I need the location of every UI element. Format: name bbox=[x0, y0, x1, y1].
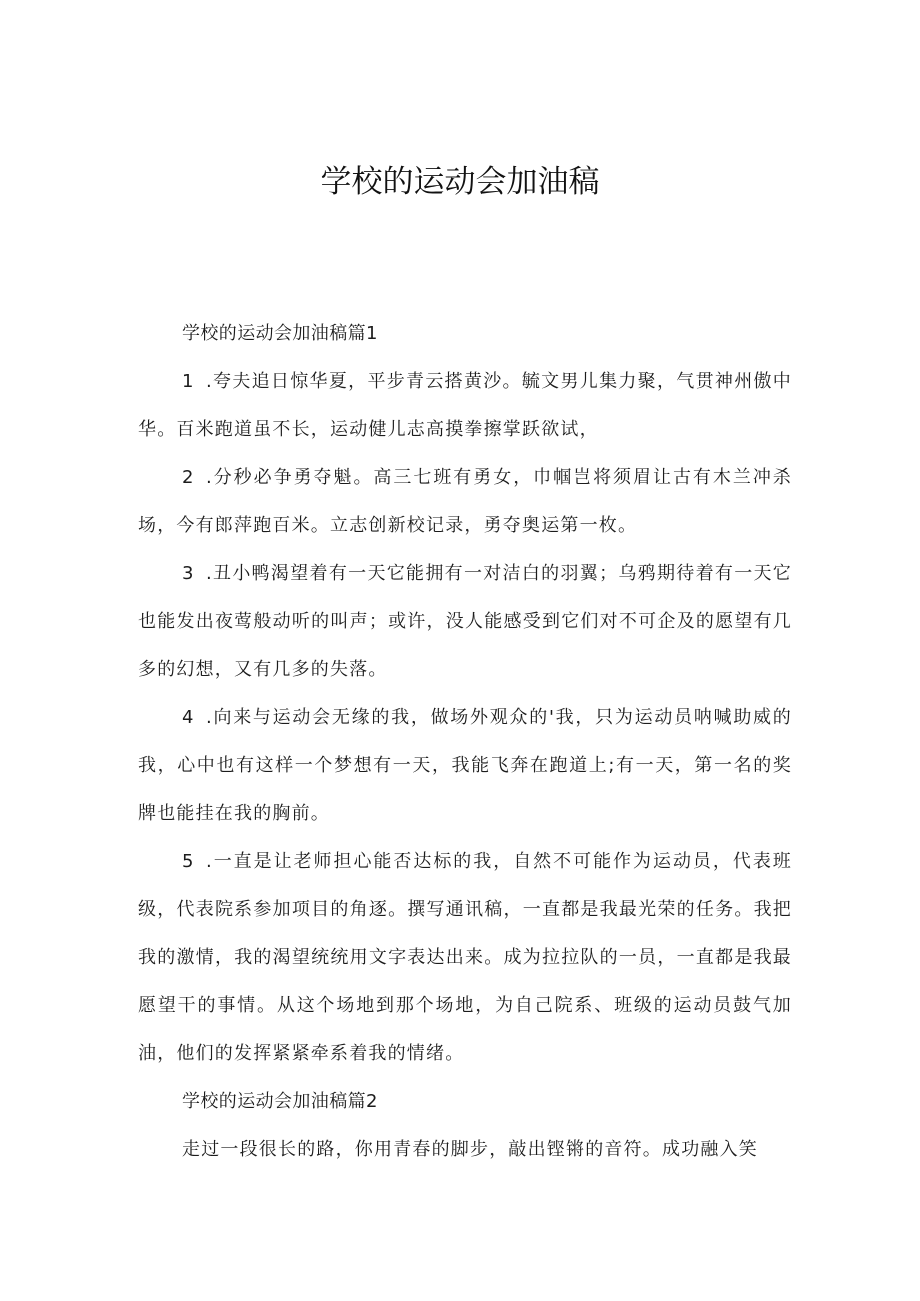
list-item bbox=[138, 694, 792, 838]
item-number: 1 bbox=[182, 371, 195, 392]
document-title: 学校的运动会加油稿 bbox=[320, 164, 600, 200]
list-item bbox=[138, 358, 792, 454]
item-number: 5 bbox=[182, 851, 195, 872]
section-heading-2: 学校的运动会加油稿篇2 bbox=[182, 1091, 378, 1112]
section2-paragraph: 走过一段很长的路，你用青春的脚步，敲出铿锵的音符。成功融入笑 bbox=[182, 1139, 758, 1160]
list-item bbox=[138, 550, 792, 694]
item-text: .一直是让老师担心能否达标的我，自然不可能作为运动员，代表班级，代表院系参加项目的角逐。撰写通讯稿，一直都是我最光荣的任务。我把我的激情，我的渴望统统用文字表达出来。成为拉拉队的一员，一直都是我最愿望干的事情。从这个场地到那个场地，为自己院系、班级的运动员鼓气加油，他们的发挥紧紧牵系着我的情绪。 bbox=[138, 851, 792, 1064]
item-text: .丑小鸭渴望着有一天它能拥有一对洁白的羽翼；乌鸦期待着有一天它也能发出夜莺般动听的叫声；或许，没人能感受到它们对不可企及的愿望有几多的幻想，又有几多的失落。 bbox=[138, 563, 792, 680]
list-item bbox=[138, 838, 792, 1078]
item-text: .分秒必争勇夺魁。高三七班有勇女，巾帼岂将须眉让古有木兰冲杀场，今有郎萍跑百米。立志创新校记录，勇夺奥运第一枚。 bbox=[138, 467, 792, 536]
item-number: 2 bbox=[182, 467, 195, 488]
item-text: .向来与运动会无缘的我，做场外观众的'我，只为运动员呐喊助威的我，心中也有这样一个梦想有一天，我能飞奔在跑道上;有一天，第一名的奖牌也能挂在我的胸前。 bbox=[138, 707, 792, 824]
section-heading-1: 学校的运动会加油稿篇1 bbox=[182, 323, 378, 344]
document-body bbox=[138, 310, 792, 1174]
item-number: 4 bbox=[182, 707, 195, 728]
item-number: 3 bbox=[182, 563, 195, 584]
item-text: .夸夫追日惊华夏，平步青云搭黄沙。毓文男儿集力聚，气贯神州傲中华。百米跑道虽不长，运动健儿志高摸拳擦掌跃欲试， bbox=[138, 371, 792, 440]
list-item bbox=[138, 454, 792, 550]
